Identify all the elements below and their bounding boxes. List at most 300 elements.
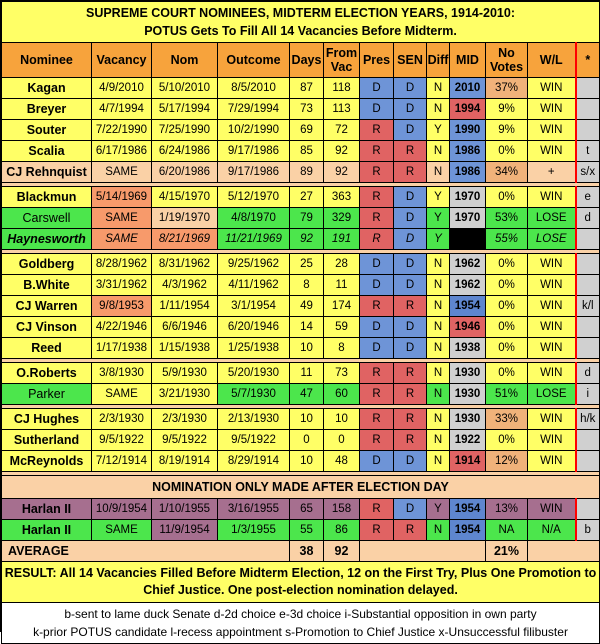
diff-cell: N xyxy=(427,409,450,430)
diff-cell: Y xyxy=(427,208,450,229)
president-party-cell: R xyxy=(360,363,394,384)
president-party-cell: R xyxy=(360,520,394,541)
from-vacancy-cell: 10 xyxy=(324,409,360,430)
nomination-date-cell: 8/19/1914 xyxy=(152,451,218,472)
no-votes-cell: 0% xyxy=(486,430,528,451)
vacancy-date-cell: 4/22/1946 xyxy=(92,317,152,338)
senate-party-cell: D xyxy=(394,208,427,229)
win-loss-cell: WIN xyxy=(528,296,576,317)
diff-cell: Y xyxy=(427,120,450,141)
president-party-cell: D xyxy=(360,254,394,275)
nominee-name-cell: Breyer xyxy=(2,99,92,120)
legend-row xyxy=(2,603,600,644)
from-vacancy-cell: 72 xyxy=(324,120,360,141)
nomination-date-cell: 7/25/1990 xyxy=(152,120,218,141)
from-vacancy-cell: 86 xyxy=(324,520,360,541)
win-loss-cell: WIN xyxy=(528,187,576,208)
nomination-date-cell: 4/3/1962 xyxy=(152,275,218,296)
table-row xyxy=(2,363,600,384)
nomination-date-cell: 2/3/1930 xyxy=(152,409,218,430)
chart-title xyxy=(2,2,600,43)
days-cell: 25 xyxy=(290,254,324,275)
vacancy-date-cell: 3/31/1962 xyxy=(92,275,152,296)
senate-party-cell: R xyxy=(394,141,427,162)
note-cell: b xyxy=(576,520,600,541)
outcome-date-cell: 2/13/1930 xyxy=(218,409,290,430)
table-row xyxy=(2,520,600,541)
outcome-date-cell: 7/29/1994 xyxy=(218,99,290,120)
win-loss-cell: WIN xyxy=(528,254,576,275)
note-cell: d xyxy=(576,208,600,229)
vacancy-date-cell: 9/5/1922 xyxy=(92,430,152,451)
outcome-date-cell: 9/17/1986 xyxy=(218,141,290,162)
note-cell: k/l xyxy=(576,296,600,317)
table-row xyxy=(2,229,600,250)
senate-party-cell: D xyxy=(394,78,427,99)
note-cell xyxy=(576,430,600,451)
nominee-name-cell: CJ Hughes xyxy=(2,409,92,430)
days-cell: 55 xyxy=(290,520,324,541)
nominee-name-cell: Blackmun xyxy=(2,187,92,208)
nominee-name-cell: Kagan xyxy=(2,78,92,99)
diff-cell: N xyxy=(427,520,450,541)
note-cell xyxy=(576,254,600,275)
title-line-2: POTUS Gets To Fill All 14 Vacancies Before Midterm. xyxy=(144,24,457,38)
outcome-date-cell: 3/16/1955 xyxy=(218,499,290,520)
win-loss-cell: WIN xyxy=(528,430,576,451)
section-row xyxy=(2,476,600,499)
days-cell: 87 xyxy=(290,78,324,99)
diff-cell: N xyxy=(427,141,450,162)
win-loss-cell: WIN xyxy=(528,451,576,472)
from-vacancy-cell: 158 xyxy=(324,499,360,520)
diff-cell: Y xyxy=(427,229,450,250)
column-header: MID xyxy=(450,43,486,78)
midterm-year-cell: 1930 xyxy=(450,384,486,405)
win-loss-cell: WIN xyxy=(528,120,576,141)
president-party-cell: R xyxy=(360,187,394,208)
nominee-name-cell: Harlan II xyxy=(2,499,92,520)
nomination-date-cell: 5/10/2010 xyxy=(152,78,218,99)
diff-cell: N xyxy=(427,317,450,338)
column-header: Days xyxy=(290,43,324,78)
table-row xyxy=(2,409,600,430)
outcome-date-cell: 5/12/1970 xyxy=(218,187,290,208)
average-label: AVERAGE xyxy=(2,541,290,562)
table-row xyxy=(2,162,600,183)
diff-cell: N xyxy=(427,162,450,183)
diff-cell: Y xyxy=(427,499,450,520)
win-loss-cell: WIN xyxy=(528,317,576,338)
table-row xyxy=(2,499,600,520)
nomination-date-cell: 1/10/1955 xyxy=(152,499,218,520)
midterm-year-cell: 1946 xyxy=(450,317,486,338)
vacancy-date-cell: 6/17/1986 xyxy=(92,141,152,162)
average-blank-end xyxy=(528,541,600,562)
vacancy-date-cell: SAME xyxy=(92,384,152,405)
senate-party-cell: D xyxy=(394,120,427,141)
president-party-cell: D xyxy=(360,275,394,296)
president-party-cell: R xyxy=(360,296,394,317)
outcome-date-cell: 3/1/1954 xyxy=(218,296,290,317)
column-header: Nominee xyxy=(2,43,92,78)
diff-cell: N xyxy=(427,275,450,296)
senate-party-cell: D xyxy=(394,451,427,472)
note-cell: d xyxy=(576,363,600,384)
senate-party-cell: D xyxy=(394,99,427,120)
table-row xyxy=(2,78,600,99)
diff-cell: N xyxy=(427,384,450,405)
senate-party-cell: D xyxy=(394,317,427,338)
midterm-year-cell: 1962 xyxy=(450,254,486,275)
vacancy-date-cell: 3/8/1930 xyxy=(92,363,152,384)
no-votes-cell: NA xyxy=(486,520,528,541)
diff-cell: N xyxy=(427,254,450,275)
diff-cell: N xyxy=(427,338,450,359)
no-votes-cell: 9% xyxy=(486,120,528,141)
nomination-date-cell: 6/20/1986 xyxy=(152,162,218,183)
nominee-table xyxy=(1,1,600,644)
win-loss-cell: WIN xyxy=(528,78,576,99)
note-cell xyxy=(576,120,600,141)
column-header: * xyxy=(576,43,600,78)
column-header: Vacancy xyxy=(92,43,152,78)
table-row xyxy=(2,275,600,296)
president-party-cell: R xyxy=(360,208,394,229)
no-votes-cell: 0% xyxy=(486,296,528,317)
nominee-name-cell: Haynesworth xyxy=(2,229,92,250)
midterm-year-cell: 1954 xyxy=(450,499,486,520)
no-votes-cell: 12% xyxy=(486,451,528,472)
midterm-year-cell: 1930 xyxy=(450,409,486,430)
win-loss-cell: LOSE xyxy=(528,208,576,229)
note-cell: h/k xyxy=(576,409,600,430)
nominee-name-cell: Parker xyxy=(2,384,92,405)
nomination-date-cell: 11/9/1954 xyxy=(152,520,218,541)
from-vacancy-cell: 8 xyxy=(324,338,360,359)
no-votes-cell: 13% xyxy=(486,499,528,520)
from-vacancy-cell: 59 xyxy=(324,317,360,338)
president-party-cell: R xyxy=(360,120,394,141)
vacancy-date-cell: 7/12/1914 xyxy=(92,451,152,472)
days-cell: 92 xyxy=(290,229,324,250)
win-loss-cell: WIN xyxy=(528,141,576,162)
nominee-name-cell: CJ Rehnquist xyxy=(2,162,92,183)
midterm-year-cell: 1962 xyxy=(450,275,486,296)
president-party-cell: D xyxy=(360,99,394,120)
nominee-name-cell: CJ Warren xyxy=(2,296,92,317)
nomination-date-cell: 9/5/1922 xyxy=(152,430,218,451)
senate-party-cell: R xyxy=(394,409,427,430)
no-votes-cell: 37% xyxy=(486,78,528,99)
column-header: W/L xyxy=(528,43,576,78)
table-body xyxy=(2,78,600,644)
president-party-cell: R xyxy=(360,430,394,451)
days-cell: 69 xyxy=(290,120,324,141)
midterm-year-cell: 1914 xyxy=(450,451,486,472)
table-row xyxy=(2,296,600,317)
diff-cell: Y xyxy=(427,187,450,208)
outcome-date-cell: 8/29/1914 xyxy=(218,451,290,472)
outcome-date-cell: 8/5/2010 xyxy=(218,78,290,99)
president-party-cell: D xyxy=(360,451,394,472)
vacancy-date-cell: 9/8/1953 xyxy=(92,296,152,317)
days-cell: 79 xyxy=(290,208,324,229)
note-cell xyxy=(576,499,600,520)
vacancy-date-cell: 10/9/1954 xyxy=(92,499,152,520)
diff-cell: N xyxy=(427,451,450,472)
win-loss-cell: N/A xyxy=(528,520,576,541)
vacancy-date-cell: 1/17/1938 xyxy=(92,338,152,359)
column-header: Outcome xyxy=(218,43,290,78)
outcome-date-cell: 4/11/1962 xyxy=(218,275,290,296)
nominee-name-cell: Scalia xyxy=(2,141,92,162)
senate-party-cell: D xyxy=(394,338,427,359)
midterm-year-cell xyxy=(450,229,486,250)
table-row xyxy=(2,187,600,208)
senate-party-cell: D xyxy=(394,229,427,250)
nomination-date-cell: 4/15/1970 xyxy=(152,187,218,208)
days-cell: 47 xyxy=(290,384,324,405)
outcome-date-cell: 10/2/1990 xyxy=(218,120,290,141)
column-header: Diff xyxy=(427,43,450,78)
from-vacancy-cell: 329 xyxy=(324,208,360,229)
vacancy-date-cell: 2/3/1930 xyxy=(92,409,152,430)
table-row xyxy=(2,384,600,405)
win-loss-cell: WIN xyxy=(528,338,576,359)
senate-party-cell: D xyxy=(394,275,427,296)
win-loss-cell: WIN xyxy=(528,275,576,296)
nomination-date-cell: 8/21/1969 xyxy=(152,229,218,250)
midterm-year-cell: 1986 xyxy=(450,141,486,162)
days-cell: 49 xyxy=(290,296,324,317)
average-no-votes: 21% xyxy=(486,541,528,562)
table-row xyxy=(2,451,600,472)
president-party-cell: R xyxy=(360,141,394,162)
column-header-row xyxy=(2,43,600,78)
nomination-date-cell: 1/19/1970 xyxy=(152,208,218,229)
president-party-cell: D xyxy=(360,78,394,99)
win-loss-cell: WIN xyxy=(528,363,576,384)
nomination-date-cell: 5/17/1994 xyxy=(152,99,218,120)
senate-party-cell: R xyxy=(394,162,427,183)
nomination-date-cell: 1/15/1938 xyxy=(152,338,218,359)
nomination-date-cell: 3/21/1930 xyxy=(152,384,218,405)
note-cell xyxy=(576,99,600,120)
midterm-year-cell: 1970 xyxy=(450,187,486,208)
senate-party-cell: R xyxy=(394,296,427,317)
no-votes-cell: 53% xyxy=(486,208,528,229)
days-cell: 0 xyxy=(290,430,324,451)
no-votes-cell: 0% xyxy=(486,187,528,208)
average-blank xyxy=(360,541,486,562)
days-cell: 85 xyxy=(290,141,324,162)
days-cell: 10 xyxy=(290,409,324,430)
midterm-year-cell: 1954 xyxy=(450,296,486,317)
nominee-name-cell: O.Roberts xyxy=(2,363,92,384)
diff-cell: N xyxy=(427,78,450,99)
legend xyxy=(2,603,600,644)
senate-party-cell: R xyxy=(394,363,427,384)
outcome-date-cell: 4/8/1970 xyxy=(218,208,290,229)
win-loss-cell: WIN xyxy=(528,499,576,520)
column-header: SEN xyxy=(394,43,427,78)
president-party-cell: R xyxy=(360,384,394,405)
table-row xyxy=(2,141,600,162)
from-vacancy-cell: 60 xyxy=(324,384,360,405)
midterm-year-cell: 1990 xyxy=(450,120,486,141)
midterm-year-cell: 1970 xyxy=(450,208,486,229)
win-loss-cell: LOSE xyxy=(528,229,576,250)
nomination-date-cell: 6/24/1986 xyxy=(152,141,218,162)
midterm-year-cell: 1930 xyxy=(450,363,486,384)
nominee-name-cell: Goldberg xyxy=(2,254,92,275)
table-row xyxy=(2,120,600,141)
vacancy-date-cell: SAME xyxy=(92,208,152,229)
table-row xyxy=(2,254,600,275)
president-party-cell: R xyxy=(360,229,394,250)
nomination-date-cell: 6/6/1946 xyxy=(152,317,218,338)
from-vacancy-cell: 118 xyxy=(324,78,360,99)
note-cell xyxy=(576,317,600,338)
diff-cell: N xyxy=(427,296,450,317)
column-header: Nom xyxy=(152,43,218,78)
from-vacancy-cell: 92 xyxy=(324,162,360,183)
nominee-name-cell: Harlan II xyxy=(2,520,92,541)
days-cell: 73 xyxy=(290,99,324,120)
average-days: 38 xyxy=(290,541,324,562)
vacancy-date-cell: 8/28/1962 xyxy=(92,254,152,275)
midterm-year-cell: 1994 xyxy=(450,99,486,120)
vacancy-date-cell: SAME xyxy=(92,162,152,183)
no-votes-cell: 0% xyxy=(486,317,528,338)
days-cell: 65 xyxy=(290,499,324,520)
days-cell: 27 xyxy=(290,187,324,208)
average-from-vacancy: 92 xyxy=(324,541,360,562)
no-votes-cell: 55% xyxy=(486,229,528,250)
from-vacancy-cell: 191 xyxy=(324,229,360,250)
outcome-date-cell: 9/25/1962 xyxy=(218,254,290,275)
days-cell: 8 xyxy=(290,275,324,296)
win-loss-cell: WIN xyxy=(528,99,576,120)
president-party-cell: R xyxy=(360,499,394,520)
vacancy-date-cell: SAME xyxy=(92,520,152,541)
midterm-year-cell: 1986 xyxy=(450,162,486,183)
outcome-date-cell: 11/21/1969 xyxy=(218,229,290,250)
nominee-name-cell: Souter xyxy=(2,120,92,141)
midterm-year-cell: 1954 xyxy=(450,520,486,541)
outcome-date-cell: 5/7/1930 xyxy=(218,384,290,405)
senate-party-cell: D xyxy=(394,254,427,275)
senate-party-cell: R xyxy=(394,520,427,541)
days-cell: 14 xyxy=(290,317,324,338)
outcome-date-cell: 1/25/1938 xyxy=(218,338,290,359)
nominee-name-cell: Sutherland xyxy=(2,430,92,451)
nomination-date-cell: 1/11/1954 xyxy=(152,296,218,317)
note-cell xyxy=(576,451,600,472)
no-votes-cell: 0% xyxy=(486,141,528,162)
column-header: No Votes xyxy=(486,43,528,78)
outcome-date-cell: 1/3/1955 xyxy=(218,520,290,541)
win-loss-cell: WIN xyxy=(528,409,576,430)
win-loss-cell: + xyxy=(528,162,576,183)
no-votes-cell: 0% xyxy=(486,363,528,384)
vacancy-date-cell: 7/22/1990 xyxy=(92,120,152,141)
no-votes-cell: 34% xyxy=(486,162,528,183)
days-cell: 10 xyxy=(290,451,324,472)
from-vacancy-cell: 48 xyxy=(324,451,360,472)
legend-line-1: b-sent to lame duck Senate d-2d choice e-3d choice i-Substantial opposition in own party xyxy=(64,607,537,621)
president-party-cell: R xyxy=(360,162,394,183)
nomination-date-cell: 5/9/1930 xyxy=(152,363,218,384)
nominee-name-cell: CJ Vinson xyxy=(2,317,92,338)
from-vacancy-cell: 113 xyxy=(324,99,360,120)
nomination-date-cell: 8/31/1962 xyxy=(152,254,218,275)
nominee-name-cell: B.White xyxy=(2,275,92,296)
no-votes-cell: 33% xyxy=(486,409,528,430)
days-cell: 10 xyxy=(290,338,324,359)
president-party-cell: D xyxy=(360,317,394,338)
from-vacancy-cell: 92 xyxy=(324,141,360,162)
no-votes-cell: 51% xyxy=(486,384,528,405)
vacancy-date-cell: 4/7/1994 xyxy=(92,99,152,120)
table-row xyxy=(2,338,600,359)
note-cell: i xyxy=(576,384,600,405)
president-party-cell: D xyxy=(360,338,394,359)
president-party-cell: R xyxy=(360,409,394,430)
from-vacancy-cell: 73 xyxy=(324,363,360,384)
legend-line-2: k-prior POTUS candidate l-recess appointment s-Promotion to Chief Justice x-Unsuccessful filibuster xyxy=(33,625,568,639)
table-row xyxy=(2,99,600,120)
midterm-year-cell: 2010 xyxy=(450,78,486,99)
from-vacancy-cell: 174 xyxy=(324,296,360,317)
title-line-1: SUPREME COURT NOMINEES, MIDTERM ELECTION YEARS, 1914-2010: xyxy=(85,6,516,20)
result-text: RESULT: All 14 Vacancies Filled Before Midterm Election, 12 on the First Try, Plus One Promotion to Chief Justice. One post-election nomination delayed. xyxy=(2,562,600,603)
from-vacancy-cell: 0 xyxy=(324,430,360,451)
post-election-section-label: NOMINATION ONLY MADE AFTER ELECTION DAY xyxy=(2,476,600,499)
no-votes-cell: 0% xyxy=(486,275,528,296)
note-cell xyxy=(576,229,600,250)
vacancy-date-cell: SAME xyxy=(92,229,152,250)
midterm-year-cell: 1938 xyxy=(450,338,486,359)
column-header: Pres xyxy=(360,43,394,78)
outcome-date-cell: 9/17/1986 xyxy=(218,162,290,183)
from-vacancy-cell: 11 xyxy=(324,275,360,296)
result-row xyxy=(2,562,600,603)
senate-party-cell: R xyxy=(394,384,427,405)
no-votes-cell: 0% xyxy=(486,254,528,275)
no-votes-cell: 9% xyxy=(486,99,528,120)
from-vacancy-cell: 28 xyxy=(324,254,360,275)
note-cell: s/x xyxy=(576,162,600,183)
win-loss-cell: LOSE xyxy=(528,384,576,405)
note-cell: t xyxy=(576,141,600,162)
vacancy-date-cell: 5/14/1969 xyxy=(92,187,152,208)
outcome-date-cell: 9/5/1922 xyxy=(218,430,290,451)
days-cell: 89 xyxy=(290,162,324,183)
note-cell xyxy=(576,275,600,296)
vacancy-date-cell: 4/9/2010 xyxy=(92,78,152,99)
from-vacancy-cell: 363 xyxy=(324,187,360,208)
note-cell xyxy=(576,338,600,359)
note-cell: e xyxy=(576,187,600,208)
nominee-name-cell: Reed xyxy=(2,338,92,359)
nominee-name-cell: McReynolds xyxy=(2,451,92,472)
diff-cell: N xyxy=(427,99,450,120)
no-votes-cell: 0% xyxy=(486,338,528,359)
outcome-date-cell: 6/20/1946 xyxy=(218,317,290,338)
senate-party-cell: D xyxy=(394,499,427,520)
